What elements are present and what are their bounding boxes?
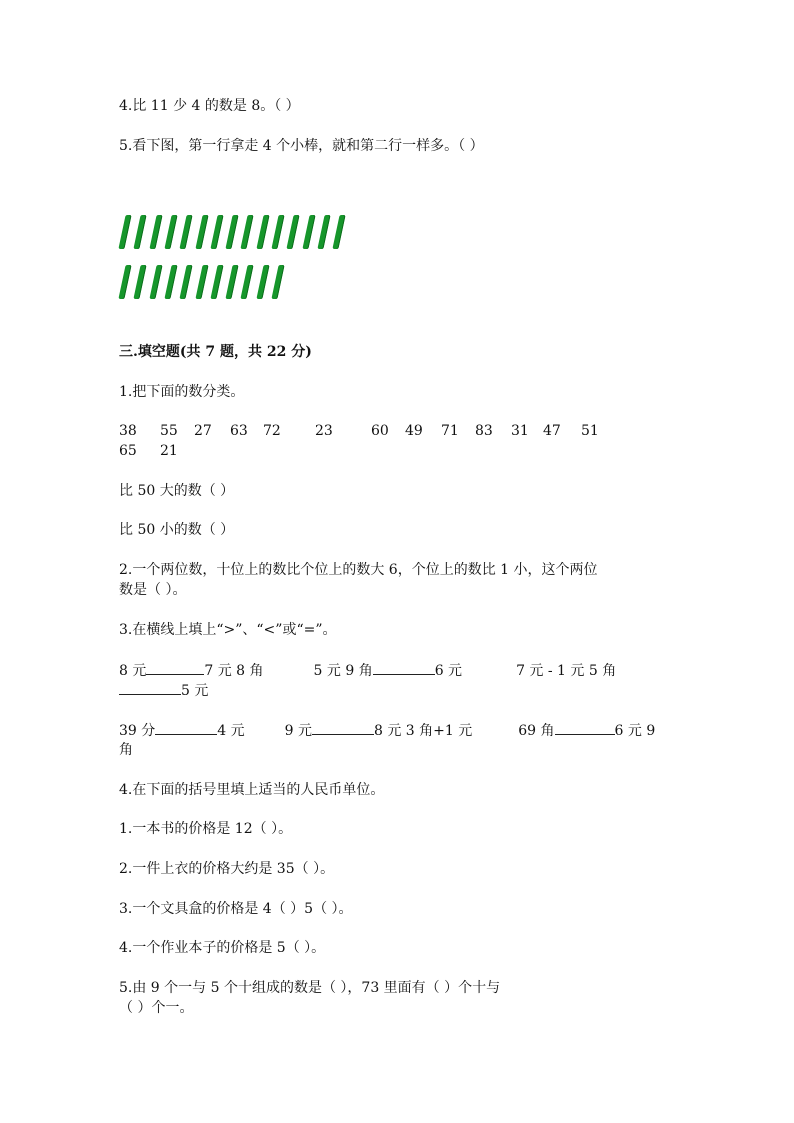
sub-question-3: 3.一个文具盒的价格是 4（ ）5（ ）。: [119, 901, 353, 917]
stick: [333, 215, 346, 249]
stick: [149, 215, 162, 249]
stick: [134, 215, 147, 249]
compare-1c-left: 7 元 - 1 元 5 角: [516, 663, 617, 679]
stick: [118, 215, 131, 249]
sub-question-1: 1.一本书的价格是 12（ ）。: [119, 821, 293, 837]
stick: [180, 265, 193, 299]
stick: [271, 215, 284, 249]
number-item: 83: [475, 423, 493, 439]
number-item: 47: [543, 423, 561, 439]
answer-blank[interactable]: [373, 660, 435, 675]
number-item: 55: [160, 423, 178, 439]
stick: [317, 215, 330, 249]
stick: [210, 265, 223, 299]
answer-blank[interactable]: [146, 660, 204, 675]
compare-row-2: [119, 720, 655, 741]
number-item: 60: [371, 423, 389, 439]
compare-1c-right: 5 元: [181, 683, 209, 699]
number-item: 65: [119, 443, 137, 459]
number-list-row-1: [119, 421, 613, 441]
answer-blank[interactable]: [555, 720, 615, 735]
compare-row-1: [119, 660, 616, 681]
fill-question-2-line-2: 数是（ ）。: [119, 582, 187, 598]
compare-row-1-wrap: [119, 680, 208, 701]
answer-blank[interactable]: [119, 680, 181, 695]
stick: [195, 215, 208, 249]
compare-1b-right: 6 元: [434, 663, 463, 679]
smaller-than-50: 比 50 小的数（ ）: [119, 522, 235, 538]
number-item: 27: [194, 423, 212, 439]
compare-2c-left: 69 角: [518, 723, 555, 739]
answer-blank[interactable]: [312, 720, 374, 735]
number-item: 72: [263, 423, 281, 439]
compare-2b-left: 9 元: [284, 723, 312, 739]
stick: [149, 265, 162, 299]
stick: [256, 265, 269, 299]
sub-question-2: 2.一件上衣的价格大约是 35（ ）。: [119, 861, 335, 877]
fill-question-2-line-1: 2.一个两位数，十位上的数比个位上的数大 6，个位上的数比 1 小，这个两位: [119, 562, 598, 578]
number-item: 31: [511, 423, 529, 439]
number-item: 38: [119, 423, 137, 439]
stick: [164, 215, 177, 249]
number-item: 49: [405, 423, 423, 439]
judge-question-4: 4.比 11 少 4 的数是 8。（ ）: [119, 98, 300, 114]
number-item: 51: [581, 423, 599, 439]
number-item: 21: [160, 443, 178, 459]
stick: [287, 215, 300, 249]
compare-row-2-wrap: 角: [119, 742, 133, 758]
stick: [271, 265, 284, 299]
stick: [256, 215, 269, 249]
stick: [225, 265, 238, 299]
compare-2a-left: 39 分: [119, 723, 156, 739]
number-item: 63: [230, 423, 248, 439]
stick: [118, 265, 131, 299]
answer-blank[interactable]: [155, 720, 217, 735]
stick: [210, 215, 223, 249]
stick: [164, 265, 177, 299]
number-list-row-2: [119, 441, 194, 461]
bigger-than-50: 比 50 大的数（ ）: [119, 483, 235, 499]
compare-1a-right: 7 元 8 角: [204, 663, 264, 679]
fill-question-5-line-1: 5.由 9 个一与 5 个十组成的数是（ ），73 里面有（ ）个十与: [119, 980, 501, 996]
sub-question-4: 4.一个作业本子的价格是 5（ ）。: [119, 940, 326, 956]
fill-question-4: 4.在下面的括号里填上适当的人民币单位。: [119, 782, 385, 798]
compare-1b-left: 5 元 9 角: [313, 663, 373, 679]
stick: [180, 215, 193, 249]
stick: [134, 265, 147, 299]
stick: [195, 265, 208, 299]
stick: [241, 265, 254, 299]
stick: [302, 215, 315, 249]
fill-question-1: 1.把下面的数分类。: [119, 384, 245, 400]
number-item: 71: [441, 423, 459, 439]
compare-2a-right: 4 元: [217, 723, 245, 739]
compare-2b-right: 8 元 3 角+1 元: [373, 723, 473, 739]
section-title: 三.填空题(共 7 题，共 22 分): [119, 344, 312, 360]
number-item: 23: [315, 423, 333, 439]
stick: [241, 215, 254, 249]
fill-question-3: 3.在横线上填上“>”、“<”或“=”。: [119, 622, 337, 638]
stick: [225, 215, 238, 249]
compare-2c-right: 6 元 9: [614, 723, 656, 739]
judge-question-5: 5.看下图，第一行拿走 4 个小棒，就和第二行一样多。（ ）: [119, 138, 484, 154]
fill-question-5-line-2: （ ）个一。: [119, 1000, 194, 1016]
compare-1a-left: 8 元: [119, 663, 147, 679]
